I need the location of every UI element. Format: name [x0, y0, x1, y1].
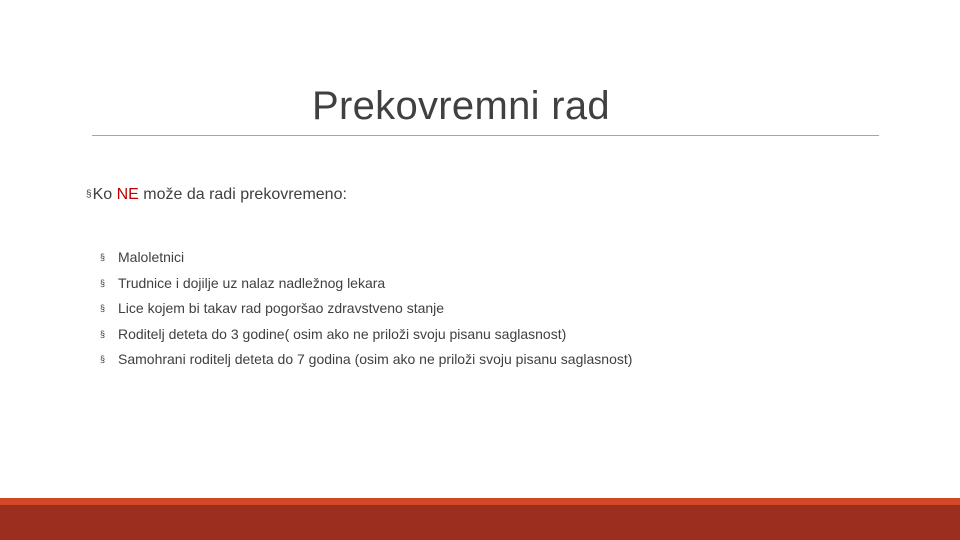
bullet-icon: § — [100, 252, 106, 262]
lead-text-before: Ko — [92, 186, 117, 203]
list-item-text: Trudnice i dojilje uz nalaz nadležnog lekara — [118, 274, 386, 291]
criteria-list — [100, 245, 632, 373]
bullet-icon: § — [100, 277, 106, 288]
lead-emphasis: NE — [116, 186, 139, 203]
bullet-icon: § — [100, 354, 106, 364]
title-divider — [92, 135, 879, 136]
lead-paragraph — [86, 184, 347, 206]
footer-band — [0, 505, 960, 540]
lead-bullet-icon: § — [86, 189, 92, 200]
list-item — [100, 322, 632, 348]
footer-accent-stripe — [0, 498, 960, 505]
list-item — [100, 347, 632, 373]
lead-text-after: može da radi prekovremeno: — [138, 186, 347, 203]
list-item-text: Maloletnici — [118, 249, 185, 265]
bullet-icon: § — [100, 303, 106, 313]
list-item — [100, 296, 632, 322]
slide-title: Prekovremni rad — [312, 84, 610, 128]
list-item — [100, 245, 632, 271]
bullet-icon: § — [100, 328, 106, 339]
list-item-text: Roditelj deteta do 3 godine( osim ako ne priloži svoju pisanu saglasnost) — [118, 325, 567, 342]
list-item — [100, 271, 632, 297]
list-item-text: Lice kojem bi takav rad pogoršao zdravstveno stanje — [118, 300, 445, 316]
list-item-text: Samohrani roditelj deteta do 7 godina (osim ako ne priloži svoju pisanu saglasnost) — [118, 351, 633, 367]
